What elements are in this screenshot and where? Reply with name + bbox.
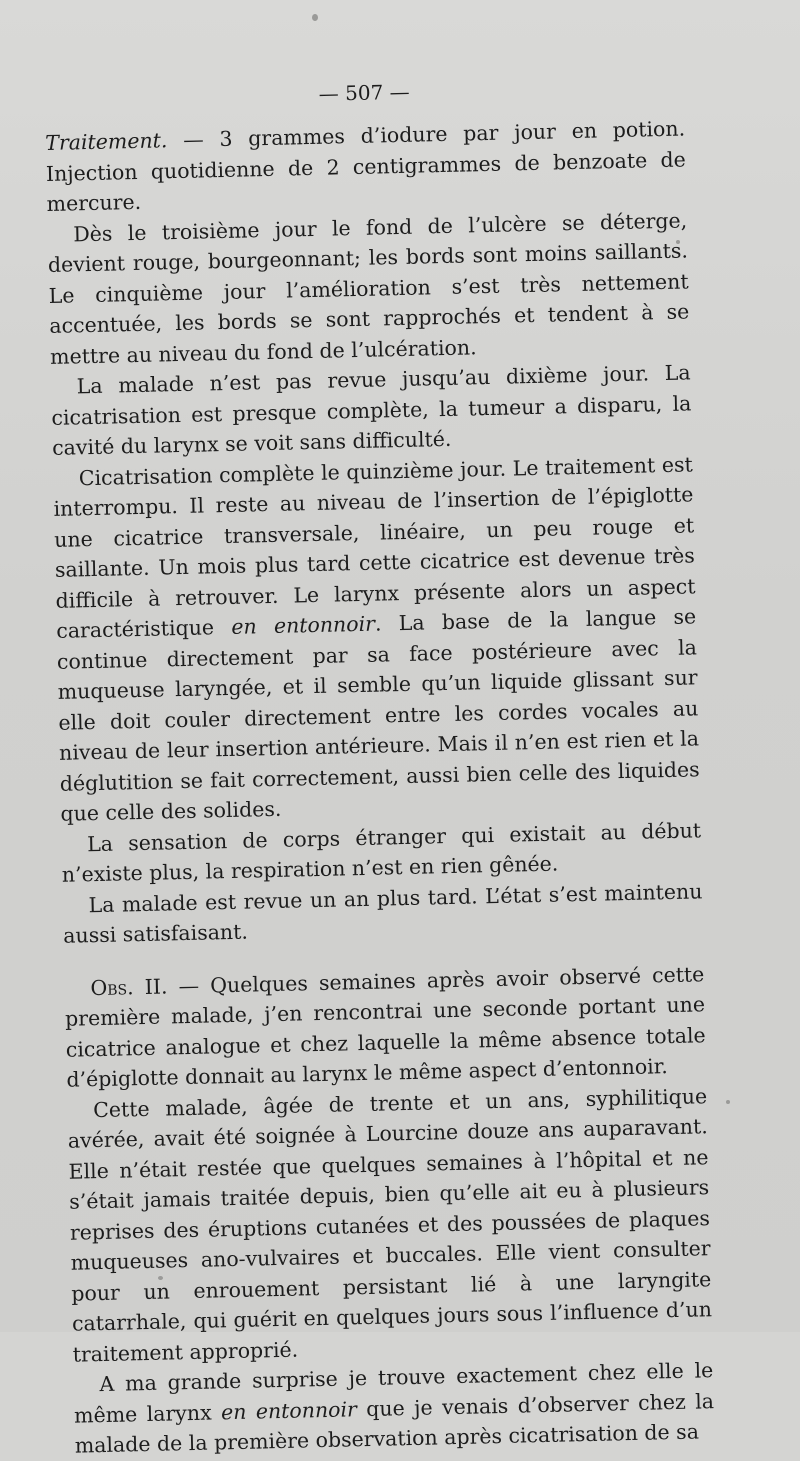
paragraph-revue: La malade est revue un an plus tard. L’état s’est maintenu aussi satisfaisant.: [62, 878, 703, 948]
paragraph-dixieme-jour: La malade n’est pas revue jusqu’au dixième jour. La cicatrisation est presque complète, la tumeur a disparu, la cavité du larynx se voit sans difficulté.: [51, 360, 692, 460]
ink-speck: [312, 14, 318, 21]
paragraph-text: — Quelques semaines après avoir observé cette première malade, j’en rencontrai une seconde portant une cicatrice analogue et chez laquelle la même absence totale d’épiglotte donnait au larynx le même aspect d’entonnoir.: [64, 961, 706, 1092]
paragraph-text: A ma grande surprise je trouve exactement chez elle le même larynx: [73, 1358, 714, 1428]
page-number: — 507 —: [318, 79, 410, 106]
text-block: [44, 73, 715, 1461]
observation-label: Obs. II.: [90, 973, 168, 1000]
section-label-traitement: Traitement.: [44, 128, 168, 155]
paragraph-cicatrisation: [53, 449, 701, 829]
italic-term-entonnoir: en entonnoir: [220, 1396, 358, 1424]
paragraph-text: que je venais d’observer chez la malade de la première observation après cicatrisation de sa: [74, 1388, 715, 1458]
paragraph-sensation: La sensation de corps étranger qui existait au début n’existe plus, la respiration n’est en rien gênée.: [61, 817, 702, 887]
paragraph-surprise: [73, 1355, 715, 1461]
paragraph-traitement: [45, 113, 687, 219]
italic-term-entonnoir: en entonnoir: [231, 611, 376, 639]
paragraph-text: Cicatrisation complète le quinzième jour. Le traitement est interrompu. Il reste au niveau de l’insertion de l’épiglotte une cicatrice transversale, linéaire, un peu rouge et saillante. Un mois plus tard cette cicatrice est devenue très difficile à retrouver. Le larynx présente alors un aspect caractéristique: [53, 451, 696, 643]
paragraph-obs-ii: [64, 959, 707, 1095]
ink-speck: [726, 1100, 730, 1104]
paragraph-text: — 3 grammes d’iodure par jour en potion. Injection quotidienne de 2 centigrammes de benzoate de mercure.: [45, 116, 687, 216]
paragraph-malade-histoire: Cette malade, âgée de trente et un ans, syphilitique avérée, avait été soignée à Lourcine douze ans auparavant. Elle n’était restée que quelques semaines à l’hôpital et ne s’était jamais traitée depuis, bien qu’elle ait eu à plusieurs reprises des éruptions cutanées et des poussées de plaques muqueuses ano-vulvaires et buccales. Elle vient consulter pour un enrouement persistant lié à une laryngite catarrhale, qui guérit en quelques jours sous l’influence d’un traitement approprié.: [67, 1083, 713, 1367]
paragraph-text: . La base de la langue se continue directement par sa face postérieure avec la muqueuse laryngée, et il semble qu’un liquide glissant sur elle doit couler directement entre les cordes vocales au niveau de leur insertion antérieure. Mais il n’en est rien et la déglutition se fait correctement, aussi bien celle des liquides que celle des solides.: [56, 604, 700, 826]
paragraph-evolution: Dès le troisième jour le fond de l’ulcère se déterge, devient rouge, bourgeonnant; les bords sont moins saillants. Le cinquième jour l’amélioration s’est très nettement accentuée, les bords se sont rapprochés et tendent à se mettre au niveau du fond de l’ulcération.: [47, 207, 690, 369]
